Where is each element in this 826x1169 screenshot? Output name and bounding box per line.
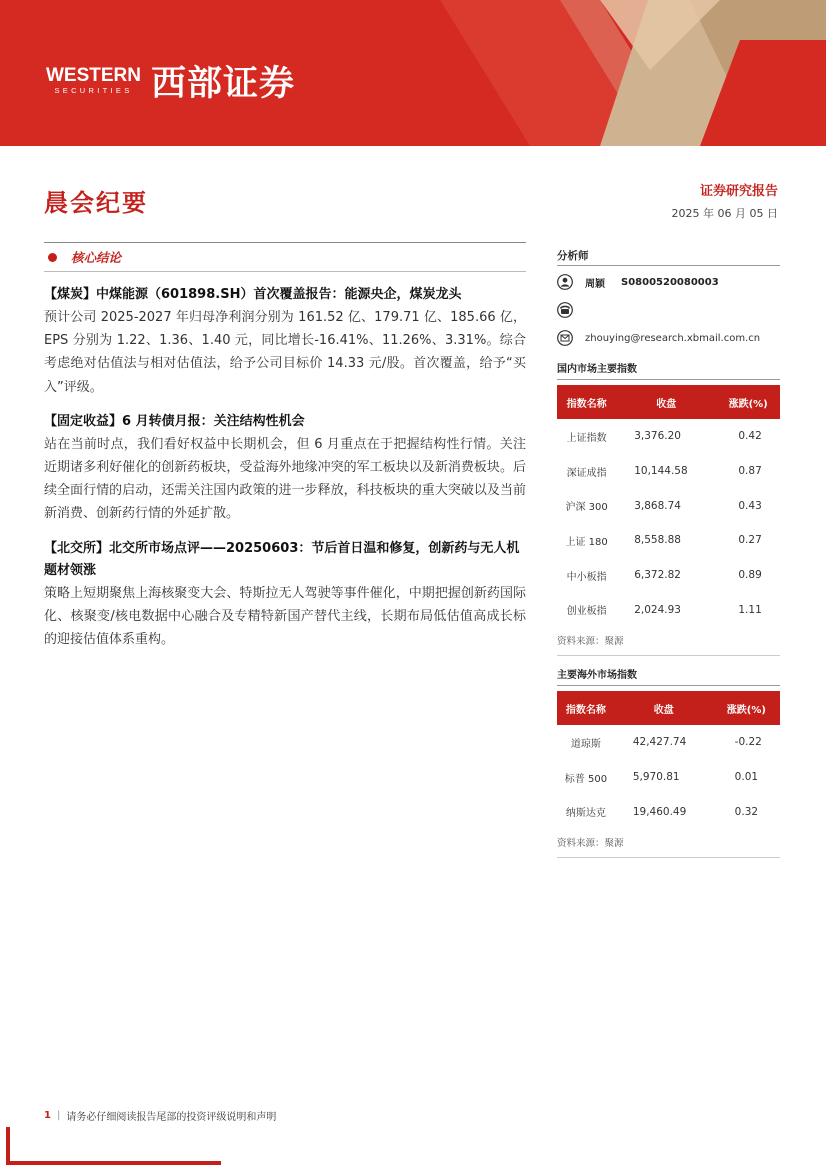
analyst-heading: 分析师 (557, 246, 780, 266)
news-item-title: 【煤炭】中煤能源（601898.SH）首次覆盖报告：能源央企，煤炭龙头 (44, 287, 462, 302)
index-name: 深证成指 (566, 467, 607, 479)
news-item-fixed-income (44, 411, 526, 526)
table-row (557, 488, 780, 523)
index-change: 0.42 (738, 430, 762, 443)
index-close: 5,970.81 (632, 771, 680, 784)
index-name: 沪深 300 (565, 502, 608, 514)
news-item-body: 策略上短期聚焦上海核聚变大会、特斯拉无人驾驶等事件催化，中期把握创新药国际化、核聚变/核电数据中心融合及专精特新国产替代主线，长期布局低估值高成长标的迎接估值体系重构。 (44, 585, 526, 648)
news-item-bse (44, 538, 526, 652)
index-close: 19,460.49 (632, 805, 687, 818)
document-type: 证券研究报告 (699, 184, 778, 199)
news-item-title: 【北交所】北交所市场点评——20250603：节后首日温和修复，创新药与无人机题材领涨 (44, 540, 520, 578)
header-banner (0, 0, 826, 146)
email-icon (557, 330, 573, 346)
overseas-table-source: 资料来源：聚源 (557, 835, 780, 858)
table-row (557, 795, 780, 830)
index-name: 中小板指 (566, 571, 607, 583)
analyst-name-row (557, 270, 780, 294)
phone-icon (557, 302, 573, 318)
sidebar (557, 246, 780, 858)
index-change: 1.11 (738, 603, 762, 616)
news-item-coal (44, 284, 526, 399)
table-row (557, 558, 780, 593)
index-close: 8,558.88 (634, 534, 681, 547)
overseas-index-table (557, 691, 780, 829)
person-icon (557, 274, 573, 290)
footer-separator: | (56, 1110, 61, 1121)
table-row (557, 523, 780, 558)
company-logo (46, 56, 295, 106)
index-change: 0.32 (734, 805, 759, 818)
index-name: 上证指数 (566, 432, 607, 444)
index-change: 0.27 (738, 534, 762, 547)
news-item-body: 站在当前时点，我们看好权益中长期机会，但 6 月重点在于把握结构性行情。关注近期诸多利好催化的创新药板块，受益海外地缘冲突的军工板块以及新消费板块。后续全面行情的启动，还需关注国内政策的进一步释放，科技板块的重大突破以及当前新消费、创新药行情的外延扩散。 (44, 436, 526, 522)
analyst-cert: S0800520080003 (621, 276, 719, 288)
table-row (557, 454, 780, 489)
document-title: 晨会纪要 (44, 188, 148, 217)
domestic-index-table (557, 385, 780, 627)
bullet-dot-icon (48, 253, 57, 262)
col-header-close: 收盘 (616, 385, 716, 419)
index-close: 10,144.58 (634, 465, 688, 478)
news-item-body: 预计公司 2025-2027 年归母净利润分别为 161.52 亿、179.71 亿、185.66 亿，EPS 分别为 1.22、1.36、1.40 元，同比增长-16.41%、11.26%、3.31%。综合考虑绝对估值法与相对估值法，给予公司目标价 14.33 元/股。首次覆盖，给予“买入”评级。 (44, 310, 526, 395)
table-row (557, 419, 780, 454)
domestic-table-title: 国内市场主要指数 (557, 360, 780, 380)
logo-en-top: WESTERN (46, 65, 141, 86)
analyst-email-row (557, 326, 780, 350)
index-name: 标普 500 (564, 773, 608, 785)
col-header-change: 涨跌(%) (713, 691, 780, 725)
document-date: 2025 年 06 月 05 日 (671, 207, 778, 220)
overseas-table-title: 主要海外市场指数 (557, 666, 780, 686)
logo-en-bottom: SECURITIES (54, 86, 133, 95)
table-row (557, 592, 780, 627)
table-row (557, 760, 780, 795)
index-close: 3,376.20 (634, 430, 681, 443)
index-close: 42,427.74 (632, 736, 687, 749)
section-header (44, 242, 526, 272)
index-close: 2,024.93 (634, 603, 681, 616)
main-content (44, 242, 526, 651)
analyst-phone-row (557, 298, 780, 322)
logo-chinese: 西部证券 (151, 64, 296, 104)
index-change: 0.89 (738, 569, 762, 582)
col-header-close: 收盘 (615, 691, 713, 725)
index-change: 0.01 (734, 771, 759, 784)
index-name: 创业板指 (566, 606, 607, 618)
domestic-table-source: 资料来源：聚源 (557, 633, 780, 656)
footer-notice: 请务必仔细阅读报告尾部的投资评级说明和声明 (66, 1112, 277, 1123)
index-name: 上证 180 (565, 536, 608, 548)
index-name: 纳斯达克 (565, 808, 606, 820)
analyst-name: 周颖 (585, 278, 605, 290)
col-header-name: 指数名称 (557, 385, 616, 419)
section-label: 核心结论 (71, 250, 122, 265)
news-item-title: 【固定收益】6 月转债月报：关注结构性机会 (44, 413, 305, 429)
table-row (557, 725, 780, 760)
corner-decoration-bottom (6, 1161, 221, 1165)
col-header-change: 涨跌(%) (716, 385, 780, 419)
page-number: 1 (44, 1110, 51, 1121)
index-change: 0.87 (738, 465, 762, 478)
col-header-name: 指数名称 (557, 691, 615, 725)
index-change: 0.43 (738, 499, 762, 512)
corner-decoration (6, 1127, 10, 1165)
index-name: 道琼斯 (570, 738, 601, 750)
index-change: -0.22 (734, 736, 762, 749)
page-footer (44, 1108, 276, 1123)
analyst-email[interactable]: zhouying@research.xbmail.com.cn (585, 332, 761, 344)
index-close: 3,868.74 (634, 499, 681, 512)
index-close: 6,372.82 (634, 569, 681, 582)
logo-english (46, 66, 141, 96)
